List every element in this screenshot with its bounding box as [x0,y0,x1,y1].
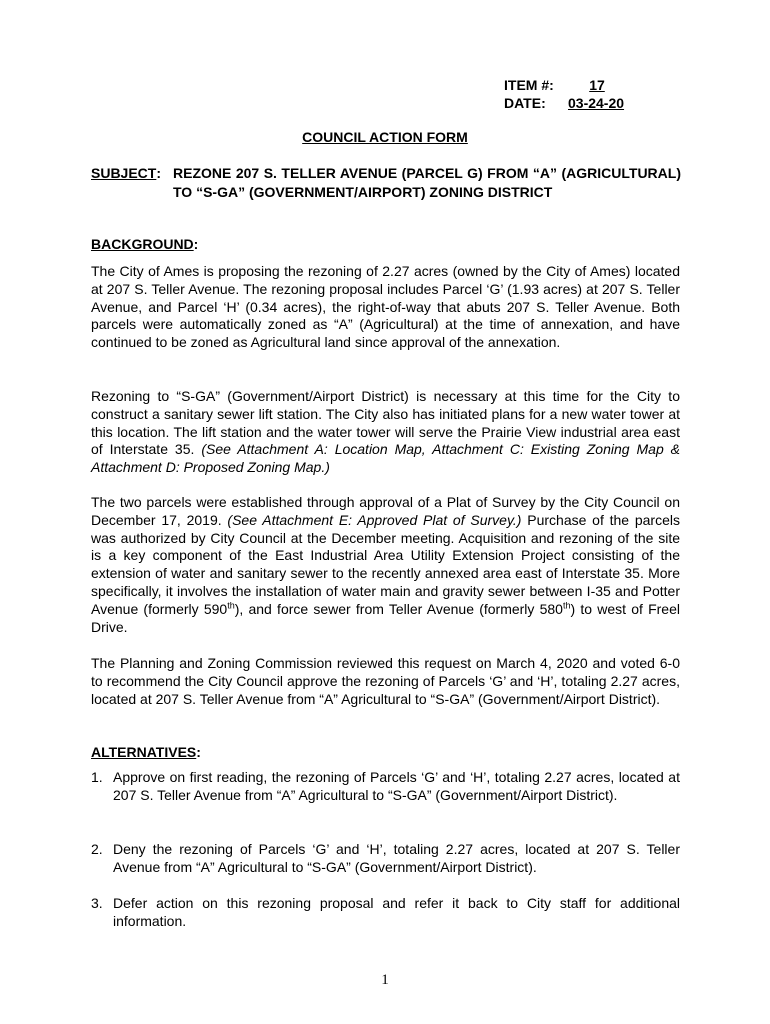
subject-label-text: SUBJECT [91,165,157,181]
paragraph-3-sup-1: th [227,600,235,611]
background-paragraph-3 [91,494,680,636]
alternatives-heading [91,744,201,760]
alternatives-heading-text: ALTERNATIVES [91,744,197,760]
alternative-number: 2. [91,841,103,857]
date-value: 03-24-20 [568,95,625,111]
paragraph-3-text-d: ) to west of Freel Drive. [91,600,680,635]
background-heading [91,236,198,252]
alternative-number: 1. [91,769,103,785]
paragraph-3-text-b: Purchase of the parcels was authorized by City Council at the December meeting. Acquisition and rezoning of the site is a key component of the East Industrial Area Utility Extension Project consisting of the extension of water and sanitary sewer to the recently annexed area east of Interstate 35. More specifically, it involves the installation of water main and gravity sewer between I-35 and Potter Avenue (formerly 590 [91,511,680,617]
date-label: DATE: [504,95,546,111]
background-colon: : [193,236,199,252]
paragraph-3-text-a: The two parcels were established through approval of a Plat of Survey by the City Council on December 17, 2019. [91,494,680,528]
background-paragraph-1: The City of Ames is proposing the rezoning of 2.27 acres (owned by the City of Ames) located at 207 S. Teller Avenue. The rezoning proposal includes Parcel ‘G’ (1.93 acres) at 207 S. Teller Avenue, and Parcel ‘H’ (0.34 acres), the right-of-way that abuts 207 S. Teller Avenue. Both parcels were automatically zoned as “A” (Agricultural) at the time of annexation, and have continued to be zoned as Agricultural land since approval of the annexation. [91,263,680,351]
background-heading-text: BACKGROUND [91,236,194,252]
item-label: ITEM #: [504,77,554,93]
subject-colon: : [156,165,162,181]
date-row [504,94,626,112]
alternative-number: 3. [91,895,103,911]
alternative-text: Approve on first reading, the rezoning of Parcels ‘G’ and ‘H’, totaling 2.27 acres, located at 207 S. Teller Avenue from “A” Agricultural to “S-GA” (Government/Airport District). [113,769,680,803]
alternatives-colon: : [196,744,201,760]
subject-text: REZONE 207 S. TELLER AVENUE (PARCEL G) FROM “A” (AGRICULTURAL) TO “S-GA” (GOVERNMENT/AIRPORT) ZONING DISTRICT [173,165,681,200]
paragraph-2-text: Rezoning to “S-GA” (Government/Airport District) is necessary at this time for the City to construct a sanitary sewer lift station. The City also has initiated plans for a new water tower at this location. The lift station and the water tower will serve the Prairie View industrial area east of Interstate 35. [91,388,680,458]
form-title: COUNCIL ACTION FORM [302,129,468,145]
paragraph-3-text-c: ), and force sewer from Teller Avenue (formerly 580 [234,600,563,617]
paragraph-2-attachments: (See Attachment A: Location Map, Attachment C: Existing Zoning Map & Attachment D: Proposed Zoning Map.) [91,441,680,476]
alternative-item [91,769,680,805]
page-number: 1 [381,972,389,988]
paragraph-3-sup-2: th [562,600,571,611]
alternative-text: Defer action on this rezoning proposal and refer it back to City staff for additional information. [113,895,680,929]
alternative-text: Deny the rezoning of Parcels ‘G’ and ‘H’, totaling 2.27 acres, located at 207 S. Teller Avenue from “A” Agricultural to “S-GA” (Government/Airport District). [113,841,680,875]
item-number: 17 [589,77,605,93]
alternative-item [91,841,680,877]
paragraph-3-attachment: (See Attachment E: Approved Plat of Survey.) [227,511,522,528]
subject-block [91,164,681,202]
background-paragraph-4: The Planning and Zoning Commission reviewed this request on March 4, 2020 and voted 6-0 to recommend the City Council approve the rezoning of Parcels ‘G’ and ‘H’, totaling 2.27 acres, located at 207 S. Teller Avenue from “A” Agricultural to “S-GA” (Government/Airport District). [91,655,680,707]
item-row [504,76,626,94]
background-paragraph-2 [91,388,680,477]
subject-label [91,164,173,202]
alternative-item [91,895,680,931]
item-date-block [504,76,626,112]
